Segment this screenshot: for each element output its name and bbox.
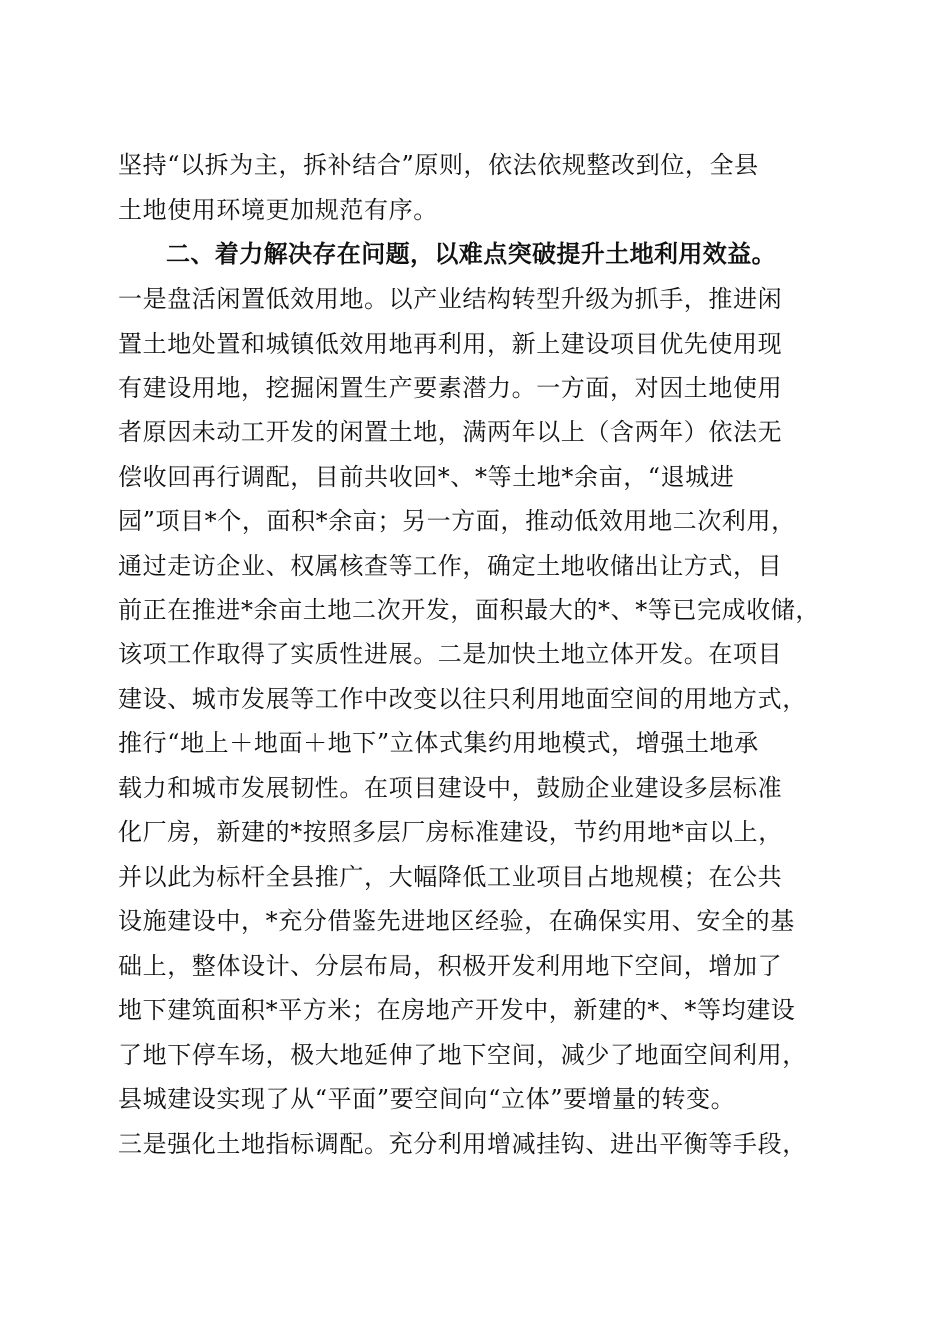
text-line: 化厂房，新建的*按照多层厂房标准建设，节约用地*亩以上， (118, 818, 783, 846)
text-line: 园”项目*个，面积*余亩；另一方面，推动低效用地二次利用， (118, 507, 796, 535)
text-line: 载力和城市发展韧性。在项目建设中，鼓励企业建设多层标准 (118, 774, 783, 802)
text-line: 地下建筑面积*平方米；在房地产开发中，新建的*、*等均建设 (118, 996, 796, 1024)
text-line: 坚持“以拆为主，拆补结合”原则，依法依规整改到位，全县 (118, 151, 759, 179)
text-line: 一是盘活闲置低效用地。以产业结构转型升级为抓手，推进闲 (118, 285, 783, 313)
text-line: 通过走访企业、权属核查等工作，确定土地收储出让方式，目 (118, 552, 783, 580)
text-line: 置土地处置和城镇低效用地再利用，新上建设项目优先使用现 (118, 330, 783, 358)
text-line: 前正在推进*余亩土地二次开发，面积最大的*、*等已完成收储， (118, 596, 820, 624)
text-line: 了地下停车场，极大地延伸了地下空间，减少了地面空间利用， (118, 1041, 807, 1069)
text-line: 该项工作取得了实质性进展。二是加快土地立体开发。在项目 (118, 640, 783, 668)
text-line: 县城建设实现了从“平面”要空间向“立体”要增量的转变。 (118, 1085, 736, 1113)
text-line: 土地使用环境更加规范有序。 (118, 196, 438, 224)
text-line: 偿收回再行调配，目前共收回*、*等土地*余亩，“退城进 (118, 463, 735, 491)
text-line: 有建设用地，挖掘闲置生产要素潜力。一方面，对因土地使用 (118, 374, 783, 402)
text-line: 推行“地上＋地面＋地下”立体式集约用地模式，增强土地承 (118, 729, 759, 757)
text-line: 建设、城市发展等工作中改变以往只利用地面空间的用地方式， (118, 685, 807, 713)
section-heading: 二、着力解决存在问题，以难点突破提升土地利用效益。 (166, 240, 776, 268)
text-line: 者原因未动工开发的闲置土地，满两年以上（含两年）依法无 (118, 418, 783, 446)
text-line: 础上，整体设计、分层布局，积极开发利用地下空间，增加了 (118, 952, 783, 980)
text-line: 设施建设中，*充分借鉴先进地区经验，在确保实用、安全的基 (118, 907, 795, 935)
text-line: 并以此为标杆全县推广，大幅降低工业项目占地规模；在公共 (118, 863, 783, 891)
text-line: 三是强化土地指标调配。充分利用增减挂钩、进出平衡等手段， (118, 1130, 807, 1158)
